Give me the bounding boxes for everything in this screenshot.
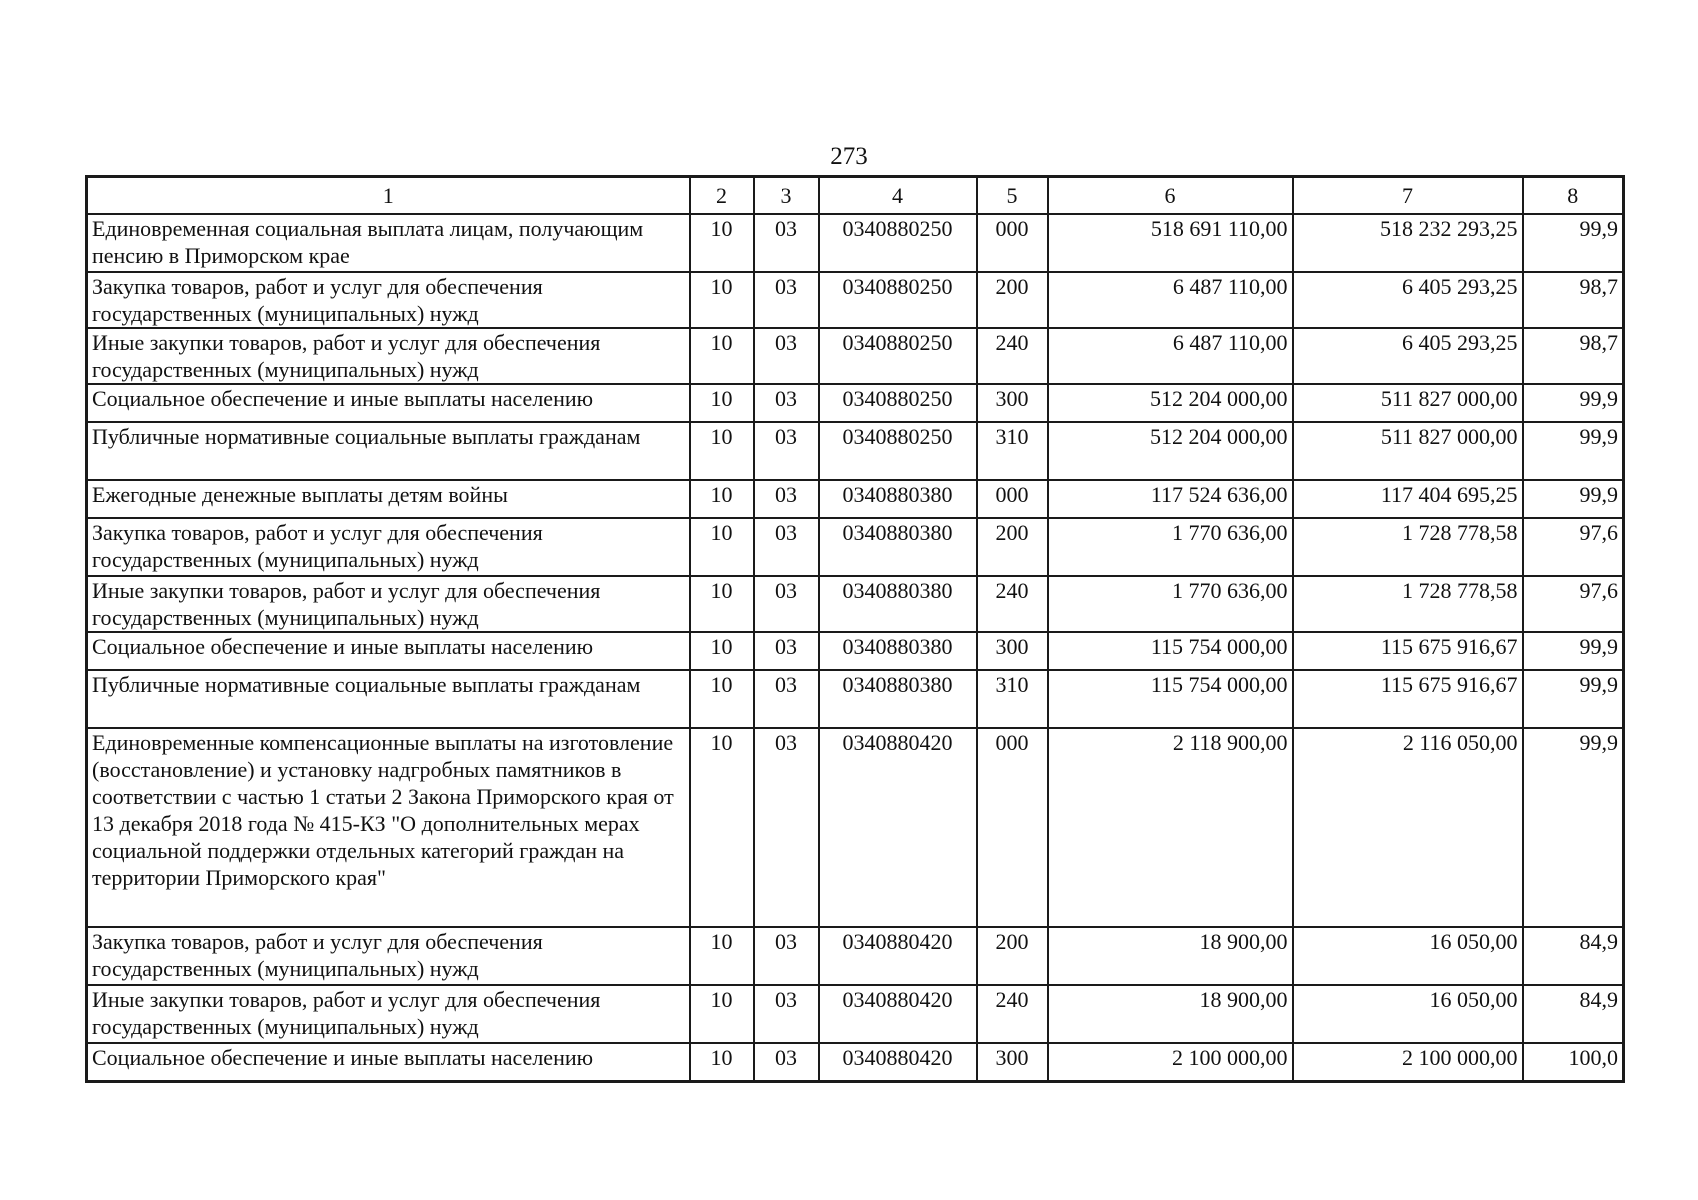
- expense-type-code: 200: [977, 518, 1048, 576]
- planned-amount: 6 487 110,00: [1048, 272, 1293, 328]
- table-row: [87, 422, 1624, 480]
- planned-amount: 117 524 636,00: [1048, 480, 1293, 518]
- target-article-code: 0340880380: [819, 518, 977, 576]
- table-body: [87, 214, 1624, 1081]
- executed-amount: 2 116 050,00: [1293, 728, 1523, 927]
- subsection-code: 03: [754, 328, 819, 384]
- executed-amount: 6 405 293,25: [1293, 328, 1523, 384]
- section-code: 10: [690, 632, 754, 670]
- expense-type-code: 240: [977, 328, 1048, 384]
- executed-amount: 1 728 778,58: [1293, 518, 1523, 576]
- executed-amount: 115 675 916,67: [1293, 632, 1523, 670]
- target-article-code: 0340880420: [819, 728, 977, 927]
- executed-amount: 117 404 695,25: [1293, 480, 1523, 518]
- execution-percent: 98,7: [1523, 328, 1624, 384]
- expense-type-code: 310: [977, 422, 1048, 480]
- execution-percent: 99,9: [1523, 422, 1624, 480]
- subsection-code: 03: [754, 670, 819, 728]
- table-row: [87, 328, 1624, 384]
- row-name: Закупка товаров, работ и услуг для обеспечения государственных (муниципальных) нужд: [87, 518, 690, 576]
- section-code: 10: [690, 985, 754, 1043]
- table-row: [87, 1043, 1624, 1081]
- section-code: 10: [690, 576, 754, 632]
- page-number: 273: [830, 143, 868, 170]
- subsection-code: 03: [754, 480, 819, 518]
- execution-percent: 99,9: [1523, 384, 1624, 422]
- expense-type-code: 240: [977, 576, 1048, 632]
- execution-percent: 98,7: [1523, 272, 1624, 328]
- planned-amount: 115 754 000,00: [1048, 670, 1293, 728]
- row-name: Иные закупки товаров, работ и услуг для обеспечения государственных (муниципальных) нужд: [87, 985, 690, 1043]
- executed-amount: 511 827 000,00: [1293, 384, 1523, 422]
- target-article-code: 0340880420: [819, 985, 977, 1043]
- column-header: 4: [819, 177, 977, 215]
- subsection-code: 03: [754, 272, 819, 328]
- row-name: Социальное обеспечение и иные выплаты населению: [87, 632, 690, 670]
- row-name: Иные закупки товаров, работ и услуг для обеспечения государственных (муниципальных) нужд: [87, 576, 690, 632]
- section-code: 10: [690, 422, 754, 480]
- budget-table: [85, 175, 1625, 1083]
- planned-amount: 18 900,00: [1048, 927, 1293, 985]
- table-row: [87, 214, 1624, 272]
- header-row: [87, 177, 1624, 215]
- row-name: Ежегодные денежные выплаты детям войны: [87, 480, 690, 518]
- row-name: Единовременные компенсационные выплаты на изготовление (восстановление) и установку надгробных памятников в соответствии с частью 1 статьи 2 Закона Приморского края от 13 декабря 2018 года № 415-КЗ "О дополнительных мерах социальной поддержки отдельных категорий граждан на территории Приморского края": [87, 728, 690, 927]
- subsection-code: 03: [754, 214, 819, 272]
- column-header: 6: [1048, 177, 1293, 215]
- planned-amount: 512 204 000,00: [1048, 384, 1293, 422]
- section-code: 10: [690, 328, 754, 384]
- planned-amount: 18 900,00: [1048, 985, 1293, 1043]
- executed-amount: 518 232 293,25: [1293, 214, 1523, 272]
- target-article-code: 0340880250: [819, 214, 977, 272]
- section-code: 10: [690, 214, 754, 272]
- section-code: 10: [690, 480, 754, 518]
- row-name: Социальное обеспечение и иные выплаты населению: [87, 1043, 690, 1081]
- row-name: Закупка товаров, работ и услуг для обеспечения государственных (муниципальных) нужд: [87, 272, 690, 328]
- column-header: 8: [1523, 177, 1624, 215]
- target-article-code: 0340880250: [819, 422, 977, 480]
- executed-amount: 1 728 778,58: [1293, 576, 1523, 632]
- column-header: 5: [977, 177, 1048, 215]
- execution-percent: 99,9: [1523, 728, 1624, 927]
- section-code: 10: [690, 384, 754, 422]
- planned-amount: 6 487 110,00: [1048, 328, 1293, 384]
- expense-type-code: 200: [977, 272, 1048, 328]
- execution-percent: 97,6: [1523, 518, 1624, 576]
- table-row: [87, 272, 1624, 328]
- target-article-code: 0340880380: [819, 576, 977, 632]
- execution-percent: 100,0: [1523, 1043, 1624, 1081]
- column-header: 1: [87, 177, 690, 215]
- executed-amount: 2 100 000,00: [1293, 1043, 1523, 1081]
- executed-amount: 115 675 916,67: [1293, 670, 1523, 728]
- row-name: Закупка товаров, работ и услуг для обеспечения государственных (муниципальных) нужд: [87, 927, 690, 985]
- expense-type-code: 300: [977, 632, 1048, 670]
- section-code: 10: [690, 518, 754, 576]
- subsection-code: 03: [754, 728, 819, 927]
- subsection-code: 03: [754, 576, 819, 632]
- expense-type-code: 310: [977, 670, 1048, 728]
- row-name: Единовременная социальная выплата лицам, получающим пенсию в Приморском крае: [87, 214, 690, 272]
- subsection-code: 03: [754, 985, 819, 1043]
- execution-percent: 84,9: [1523, 927, 1624, 985]
- section-code: 10: [690, 927, 754, 985]
- table-header: [87, 177, 1624, 215]
- table-row: [87, 670, 1624, 728]
- expense-type-code: 300: [977, 1043, 1048, 1081]
- row-name: Публичные нормативные социальные выплаты гражданам: [87, 670, 690, 728]
- executed-amount: 16 050,00: [1293, 985, 1523, 1043]
- table-row: [87, 518, 1624, 576]
- target-article-code: 0340880380: [819, 480, 977, 518]
- table-row: [87, 480, 1624, 518]
- section-code: 10: [690, 728, 754, 927]
- planned-amount: 518 691 110,00: [1048, 214, 1293, 272]
- execution-percent: 99,9: [1523, 632, 1624, 670]
- target-article-code: 0340880250: [819, 384, 977, 422]
- expense-type-code: 000: [977, 728, 1048, 927]
- section-code: 10: [690, 1043, 754, 1081]
- executed-amount: 16 050,00: [1293, 927, 1523, 985]
- table-row: [87, 728, 1624, 927]
- subsection-code: 03: [754, 927, 819, 985]
- expense-type-code: 000: [977, 214, 1048, 272]
- column-header: 7: [1293, 177, 1523, 215]
- target-article-code: 0340880250: [819, 272, 977, 328]
- section-code: 10: [690, 272, 754, 328]
- table-row: [87, 384, 1624, 422]
- planned-amount: 1 770 636,00: [1048, 576, 1293, 632]
- row-name: Социальное обеспечение и иные выплаты населению: [87, 384, 690, 422]
- table-row: [87, 985, 1624, 1043]
- row-name: Иные закупки товаров, работ и услуг для обеспечения государственных (муниципальных) нужд: [87, 328, 690, 384]
- target-article-code: 0340880420: [819, 927, 977, 985]
- expense-type-code: 300: [977, 384, 1048, 422]
- subsection-code: 03: [754, 384, 819, 422]
- planned-amount: 2 100 000,00: [1048, 1043, 1293, 1081]
- planned-amount: 512 204 000,00: [1048, 422, 1293, 480]
- execution-percent: 84,9: [1523, 985, 1624, 1043]
- column-header: 2: [690, 177, 754, 215]
- subsection-code: 03: [754, 632, 819, 670]
- table-row: [87, 927, 1624, 985]
- execution-percent: 97,6: [1523, 576, 1624, 632]
- expense-type-code: 240: [977, 985, 1048, 1043]
- target-article-code: 0340880380: [819, 670, 977, 728]
- planned-amount: 1 770 636,00: [1048, 518, 1293, 576]
- target-article-code: 0340880420: [819, 1043, 977, 1081]
- subsection-code: 03: [754, 1043, 819, 1081]
- expense-type-code: 000: [977, 480, 1048, 518]
- target-article-code: 0340880380: [819, 632, 977, 670]
- table-row: [87, 576, 1624, 632]
- planned-amount: 2 118 900,00: [1048, 728, 1293, 927]
- section-code: 10: [690, 670, 754, 728]
- table-row: [87, 632, 1624, 670]
- column-header: 3: [754, 177, 819, 215]
- executed-amount: 6 405 293,25: [1293, 272, 1523, 328]
- execution-percent: 99,9: [1523, 480, 1624, 518]
- execution-percent: 99,9: [1523, 670, 1624, 728]
- subsection-code: 03: [754, 518, 819, 576]
- target-article-code: 0340880250: [819, 328, 977, 384]
- planned-amount: 115 754 000,00: [1048, 632, 1293, 670]
- subsection-code: 03: [754, 422, 819, 480]
- execution-percent: 99,9: [1523, 214, 1624, 272]
- expense-type-code: 200: [977, 927, 1048, 985]
- row-name: Публичные нормативные социальные выплаты гражданам: [87, 422, 690, 480]
- executed-amount: 511 827 000,00: [1293, 422, 1523, 480]
